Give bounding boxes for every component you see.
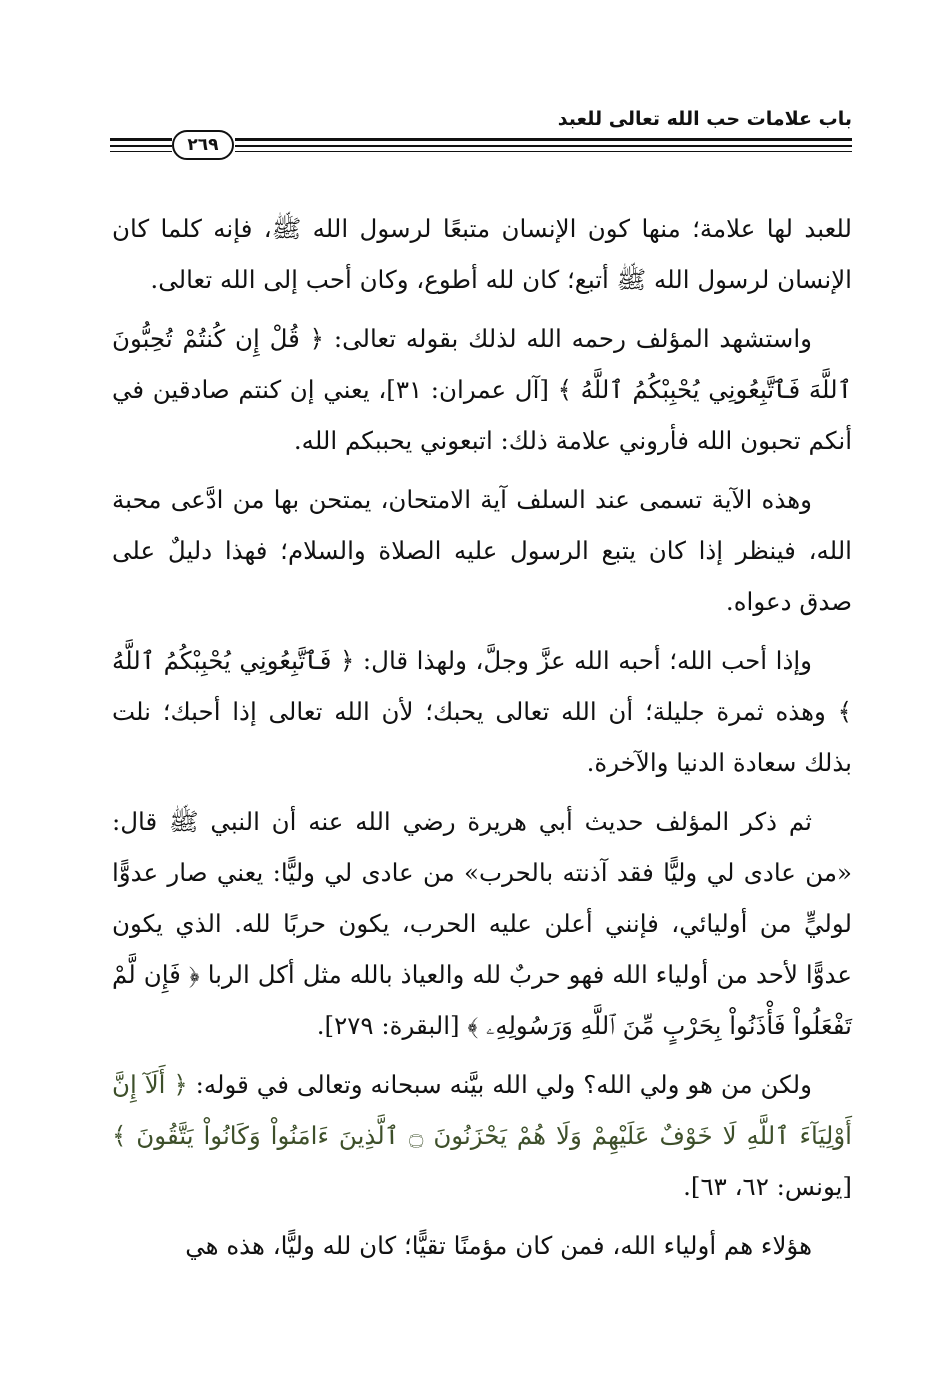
header-rule	[110, 138, 172, 141]
paragraph	[112, 313, 852, 466]
paragraph-text: هؤلاء هم أولياء الله، فمن كان مؤمنًا تقيًّا؛ كان لله وليًّا، هذه هي	[185, 1231, 812, 1260]
chapter-title: باب علامات حب الله تعالى للعبد	[557, 108, 852, 130]
paragraph-text: [البقرة: ٢٧٩].	[316, 1011, 460, 1040]
paragraph-text: وهذه ثمرة جليلة؛ أن الله تعالى يحبك؛ لأن الله تعالى إذا أحبك؛ نلت بذلك سعادة الدنيا والآخرة.	[112, 697, 852, 777]
quran-verse: ﴿ قُلْ إِن كُنتُمْ تُحِبُّونَ ٱللَّهَ فَٱتَّبِعُونِي يُحْبِبْكُمُ ٱللَّهُ ﴾	[112, 324, 852, 404]
page-body	[112, 203, 852, 1279]
header-rule	[235, 151, 852, 152]
quran-verse: ﴿ أَلَآ إِنَّ أَوْلِيَآءَ ٱللَّهِ لَا خَوْفٌ عَلَيْهِمْ وَلَا هُمْ يَحْزَنُونَ ۝ ٱلَّذِينَ ءَامَنُواْ وَكَانُواْ يَتَّقُونَ ﴾	[112, 1070, 852, 1150]
paragraph-text: [آل عمران: ٣١]، يعني إن كنتم صادقين في أنكم تحبون الله فأروني علامة ذلك: اتبعوني يحببكم الله.	[112, 375, 852, 455]
page-header	[110, 108, 852, 158]
paragraph-text: ثم ذكر المؤلف حديث أبي هريرة رضي الله عنه أن النبي ﷺ قال: «من عادى لي وليًّا فقد آذنته بالحرب» من عادى لي وليًّا: يعني صار عدوًّا لوليٍّ من أوليائي، فإنني أعلن عليه الحرب، يكون حربًا لله. الذي يكون عدوًّا لأحد من أولياء الله فهو حربٌ لله والعياذ بالله مثل أكل الربا	[112, 807, 853, 989]
paragraph-text: واستشهد المؤلف رحمه الله لذلك بقوله تعالى:	[333, 324, 812, 353]
paragraph	[112, 203, 852, 305]
paragraph	[112, 474, 852, 627]
quran-verse: ﴿ فَإِن لَّمْ تَفْعَلُواْ فَأْذَنُواْ بِحَرْبٍ مِّنَ ٱللَّهِ وَرَسُولِهِۦ ﴾	[112, 960, 852, 1040]
paragraph-text: ولكن من هو ولي الله؟ ولي الله بيَّنه سبحانه وتعالى في قوله:	[195, 1070, 812, 1099]
paragraph-text: وهذه الآية تسمى عند السلف آية الامتحان، يمتحن بها من ادَّعى محبة الله، فينظر إذا كان يتبع الرسول عليه الصلاة والسلام؛ فهذا دليلٌ على صدق دعواه.	[112, 485, 852, 616]
header-rule	[110, 151, 172, 152]
paragraph-text: [يونس: ٦٢، ٦٣].	[683, 1172, 852, 1201]
header-rule	[110, 145, 172, 147]
header-rule	[235, 145, 852, 147]
paragraph-text: وإذا أحب الله؛ أحبه الله عزَّ وجلَّ، ولهذا قال:	[362, 646, 812, 675]
paragraph	[112, 1059, 852, 1212]
paragraph-text: للعبد لها علامة؛ منها كون الإنسان متبعًا لرسول الله ﷺ، فإنه كلما كان الإنسان لرسول الله ﷺ أتبع؛ كان لله أطوع، وكان أحب إلى الله تعالى.	[112, 214, 852, 294]
paragraph	[112, 635, 852, 788]
quran-verse: ﴿ فَٱتَّبِعُونِي يُحْبِبْكُمُ ٱللَّهُ ﴾	[112, 646, 852, 726]
paragraph	[112, 796, 852, 1051]
header-rule	[235, 138, 852, 141]
page-number: ٢٦٩	[172, 130, 234, 160]
paragraph	[112, 1220, 852, 1271]
